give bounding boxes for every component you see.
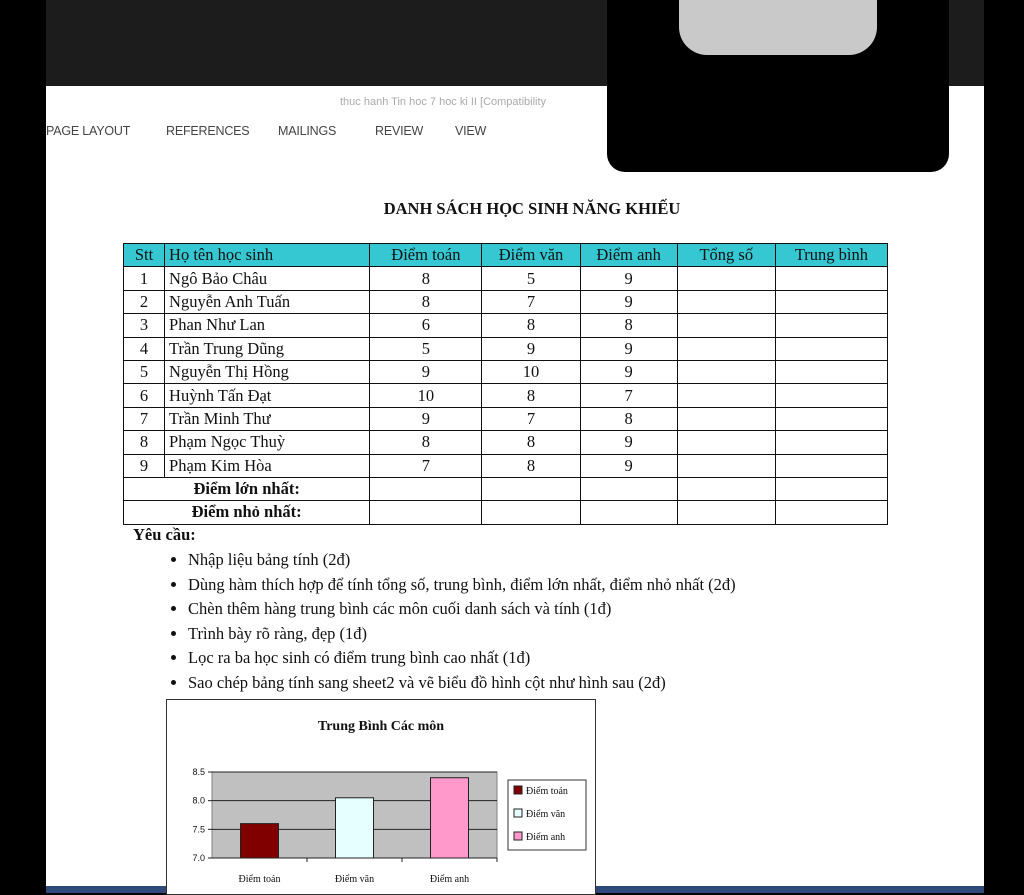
cell-average[interactable]	[775, 337, 887, 360]
table-header-row	[124, 244, 888, 267]
cell-total[interactable]	[677, 290, 775, 313]
legend-swatch-1	[514, 786, 522, 794]
cell-math[interactable]: 8	[370, 431, 482, 454]
cell-stt[interactable]: 5	[124, 360, 165, 383]
cell-literature[interactable]: 5	[482, 267, 580, 290]
x-tick-label: Điểm văn	[334, 874, 375, 885]
y-tick-label: 8.0	[192, 795, 205, 806]
cell-english[interactable]: 9	[580, 267, 677, 290]
cell-name[interactable]: Nguyễn Thị Hồng	[165, 360, 370, 383]
y-tick-label: 8.5	[192, 767, 205, 777]
table-cell[interactable]	[580, 501, 677, 524]
cell-stt[interactable]: 4	[124, 337, 165, 360]
table-row	[124, 431, 888, 454]
cell-total[interactable]	[677, 384, 775, 407]
min-row	[124, 501, 888, 524]
requirements-list	[150, 548, 736, 695]
cell-average[interactable]	[775, 384, 887, 407]
cell-average[interactable]	[775, 314, 887, 337]
table-row	[124, 290, 888, 313]
document-heading: DANH SÁCH HỌC SINH NĂNG KHIẾU	[383, 199, 681, 218]
chart-svg	[167, 700, 595, 894]
table-row	[124, 454, 888, 477]
cell-math[interactable]: 9	[370, 360, 482, 383]
legend-label-3: Điểm anh	[526, 832, 566, 843]
legend-label-2: Điểm văn	[526, 809, 566, 820]
cell-stt[interactable]: 2	[124, 290, 165, 313]
cell-total[interactable]	[677, 454, 775, 477]
cell-stt[interactable]: 6	[124, 384, 165, 407]
chart-title: Trung Bình Các môn	[317, 719, 445, 734]
list-item: • Trình bày rõ ràng, đẹp (1đ)	[188, 622, 736, 647]
table-row	[124, 384, 888, 407]
legend-swatch-2	[514, 809, 522, 817]
list-item: • Lọc ra ba học sinh có điểm trung bình cao nhất (1đ)	[188, 646, 736, 671]
cell-literature[interactable]: 8	[482, 431, 580, 454]
cell-average[interactable]	[775, 431, 887, 454]
cell-literature[interactable]: 8	[482, 454, 580, 477]
header-literature: Điểm văn	[482, 244, 580, 267]
header-math: Điểm toán	[370, 244, 482, 267]
tab-page-layout[interactable]: PAGE LAYOUT	[46, 124, 131, 138]
cell-stt[interactable]: 3	[124, 314, 165, 337]
min-label: Điểm nhỏ nhất:	[124, 501, 370, 524]
cell-literature[interactable]: 10	[482, 360, 580, 383]
cell-english[interactable]: 8	[580, 407, 677, 430]
bar-chart	[166, 699, 596, 895]
tab-references[interactable]: REFERENCES	[166, 124, 250, 138]
table-cell[interactable]	[775, 501, 887, 524]
bar-2	[336, 798, 374, 858]
header-stt: Stt	[124, 244, 165, 267]
legend-label-1: Điểm toán	[526, 786, 568, 797]
header-average: Trung bình	[775, 244, 887, 267]
legend-swatch-3	[514, 832, 522, 840]
cell-english[interactable]: 9	[580, 290, 677, 313]
bar-3	[431, 778, 469, 858]
table-row	[124, 337, 888, 360]
cell-average[interactable]	[775, 290, 887, 313]
table-cell[interactable]	[580, 477, 677, 500]
table-cell[interactable]	[775, 477, 887, 500]
cell-english[interactable]: 9	[580, 337, 677, 360]
list-item: • Nhập liệu bảng tính (2đ)	[188, 548, 736, 573]
window-title: thuc hanh Tin hoc 7 hoc ki II [Compatibility	[340, 96, 547, 108]
cell-literature[interactable]: 8	[482, 314, 580, 337]
cell-total[interactable]	[677, 431, 775, 454]
cell-stt[interactable]: 8	[124, 431, 165, 454]
cell-average[interactable]	[775, 267, 887, 290]
header-name: Họ tên học sinh	[165, 244, 370, 267]
cell-average[interactable]	[775, 454, 887, 477]
tab-view[interactable]: VIEW	[455, 124, 487, 138]
table-cell[interactable]	[370, 477, 482, 500]
cell-english[interactable]: 8	[580, 314, 677, 337]
camera-pill	[679, 0, 877, 55]
cell-average[interactable]	[775, 407, 887, 430]
table-row	[124, 267, 888, 290]
table-cell[interactable]	[677, 501, 775, 524]
cell-stt[interactable]: 9	[124, 454, 165, 477]
cell-math[interactable]: 5	[370, 337, 482, 360]
table-cell[interactable]	[482, 501, 580, 524]
list-item: • Chèn thêm hàng trung bình các môn cuối danh sách và tính (1đ)	[188, 597, 736, 622]
cell-total[interactable]	[677, 314, 775, 337]
cell-literature[interactable]: 9	[482, 337, 580, 360]
header-total: Tổng số	[677, 244, 775, 267]
cell-stt[interactable]: 1	[124, 267, 165, 290]
cell-name[interactable]: Phạm Kim Hòa	[165, 454, 370, 477]
cell-math[interactable]: 9	[370, 407, 482, 430]
cell-math[interactable]: 7	[370, 454, 482, 477]
x-tick-label: Điểm toán	[238, 874, 281, 885]
max-row	[124, 477, 888, 500]
table-cell[interactable]	[482, 477, 580, 500]
cell-stt[interactable]: 7	[124, 407, 165, 430]
cell-name[interactable]: Trần Minh Thư	[165, 407, 370, 430]
cell-english[interactable]: 9	[580, 431, 677, 454]
cell-literature[interactable]: 8	[482, 384, 580, 407]
table-row	[124, 407, 888, 430]
tab-review[interactable]: REVIEW	[375, 124, 424, 138]
table-row	[124, 314, 888, 337]
cell-name[interactable]: Nguyễn Anh Tuấn	[165, 290, 370, 313]
cell-name[interactable]: Phạm Ngọc Thuỳ	[165, 431, 370, 454]
y-tick-label: 7.5	[192, 824, 205, 835]
requirements-title: Yêu cầu:	[133, 525, 196, 544]
table-row	[124, 360, 888, 383]
cell-english[interactable]: 7	[580, 384, 677, 407]
table-cell[interactable]	[677, 477, 775, 500]
cell-literature[interactable]: 7	[482, 407, 580, 430]
header-english: Điểm anh	[580, 244, 677, 267]
grades-table	[123, 243, 888, 525]
cell-math[interactable]: 10	[370, 384, 482, 407]
cell-english[interactable]: 9	[580, 454, 677, 477]
cell-math[interactable]: 8	[370, 267, 482, 290]
cell-total[interactable]	[677, 267, 775, 290]
list-item: • Dùng hàm thích hợp để tính tổng số, trung bình, điểm lớn nhất, điểm nhỏ nhất (2đ)	[188, 573, 736, 598]
y-tick-label: 7.0	[192, 853, 205, 863]
x-tick-label: Điểm anh	[429, 874, 470, 885]
cell-average[interactable]	[775, 360, 887, 383]
cell-total[interactable]	[677, 337, 775, 360]
cell-total[interactable]	[677, 407, 775, 430]
cell-literature[interactable]: 7	[482, 290, 580, 313]
table-cell[interactable]	[370, 501, 482, 524]
cell-total[interactable]	[677, 360, 775, 383]
cell-name[interactable]: Huỳnh Tấn Đạt	[165, 384, 370, 407]
cell-name[interactable]: Trần Trung Dũng	[165, 337, 370, 360]
cell-name[interactable]: Phan Như Lan	[165, 314, 370, 337]
cell-english[interactable]: 9	[580, 360, 677, 383]
tab-mailings[interactable]: MAILINGS	[278, 124, 337, 138]
bar-1	[241, 824, 279, 858]
max-label: Điểm lớn nhất:	[124, 477, 370, 500]
cell-math[interactable]: 6	[370, 314, 482, 337]
list-item: • Sao chép bảng tính sang sheet2 và vẽ biểu đồ hình cột như hình sau (2đ)	[188, 671, 736, 696]
cell-name[interactable]: Ngô Bảo Châu	[165, 267, 370, 290]
cell-math[interactable]: 8	[370, 290, 482, 313]
